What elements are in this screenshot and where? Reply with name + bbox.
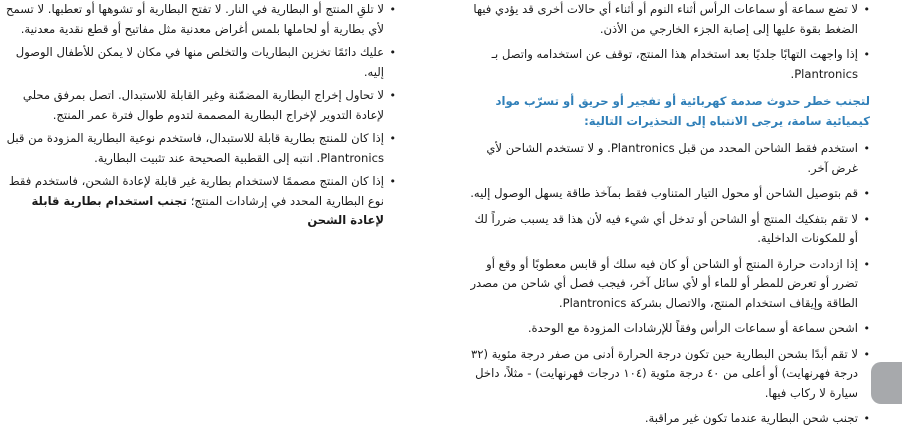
right-column [470,0,870,435]
list-item: • لا تحاول إخراج البطارية المضمّنة وغير القابلة للاستبدال. اتصل بمرفق محلي لإعادة التدوير لإخراج البطارية المصممة لتدوم طوال فترة عمر المنتج. [0,86,396,125]
list-item: • إذا واجهت التهابًا جلديًا بعد استخدام هذا المنتج، توقف عن استخدامه واتصل بـ Plantronics. [470,45,870,84]
list-item: • لا تلقِ المنتج أو البطارية في النار. لا تفتح البطارية أو تشوهها أو تعطبها. لا تسمح لأي بطارية أو لحاملها بلمس أغراض معدنية مثل مفاتيح أو قطع نقدية معدنية. [0,0,396,39]
list-item: • عليك دائمًا تخزين البطاريات والتخلص منها في مكان لا يمكن للأطفال الوصول إليه. [0,43,396,82]
list-item: • قم بتوصيل الشاحن أو محول التيار المتناوب فقط بمآخذ طاقة يسهل الوصول إليه. [470,184,870,204]
list-item: • استخدم فقط الشاحن المحدد من قبل Plantronics. و لا تستخدم الشاحن لأي غرض آخر. [470,139,870,178]
list-item: • لا تقم أبدًا بشحن البطارية حين تكون درجة الحرارة أدنى من صفر درجة مئوية (٣٢ درجة فهرنهايت) أو أعلى من ٤٠ درجة مئوية (١٠٤ درجات فهرنهايت) - مثلاً، داخل سيارة لا ركاب فيها. [470,345,870,404]
list-item: • تجنب شحن البطارية عندما تكون غير مراقبة. [470,409,870,429]
list-item: • اشحن سماعة أو سماعات الرأس وفقاً للإرشادات المزودة مع الوحدة. [470,319,870,339]
bold-warning-text: تجنب استخدام بطارية قابلة لإعادة الشحن [31,193,384,227]
warning-heading: لتجنب خطر حدوث صدمة كهربائية أو تفجير أو حريق أو تسرّب مواد كيميائية سامة، يرجى الانتباه إلى التحذيرات التالية: [495,94,870,128]
headset-safety-list [470,0,870,84]
list-item: • إذا ازدادت حرارة المنتج أو الشاحن أو كان فيه سلك أو قابس معطوبًا أو وقع أو تضرر أو تعرض للمطر أو للماء أو لأي سائل آخر، فيجب فصل أي شاحن من مصدر الطاقة وإيقاف استخدام المنتج، والاتصال بشركة Plantronics. [470,255,870,314]
page-edge-tab [871,362,902,404]
list-item: • إذا كان للمنتج بطارية قابلة للاستبدال، فاستخدم نوعية البطارية المزودة من قبل Plantronics. انتبه إلى القطبية الصحيحة عند تثبيت البطارية. [0,129,396,168]
list-item: • لا تضع سماعة أو سماعات الرأس أثناء النوم أو أثناء أي حالات أخرى قد يؤدي فيها الضغط بقوة عليها إلى إصابة الجزء الخارجي من الأذن. [470,0,870,39]
list-item [0,172,396,231]
battery-safety-list [0,0,396,231]
charger-warning-list [470,139,870,429]
list-item-text: إذا كان المنتج مصممًا لاستخدام بطارية غير قابلة لإعادة الشحن، فاستخدم فقط نوع البطارية المحدد في إرشادات المنتج؛ [8,174,384,208]
list-item: • لا تقم بتفكيك المنتج أو الشاحن أو تدخل أي شيء فيه لأن هذا قد يسبب ضرراً لك أو للمكونات الداخلية. [470,210,870,249]
left-column [0,0,396,235]
